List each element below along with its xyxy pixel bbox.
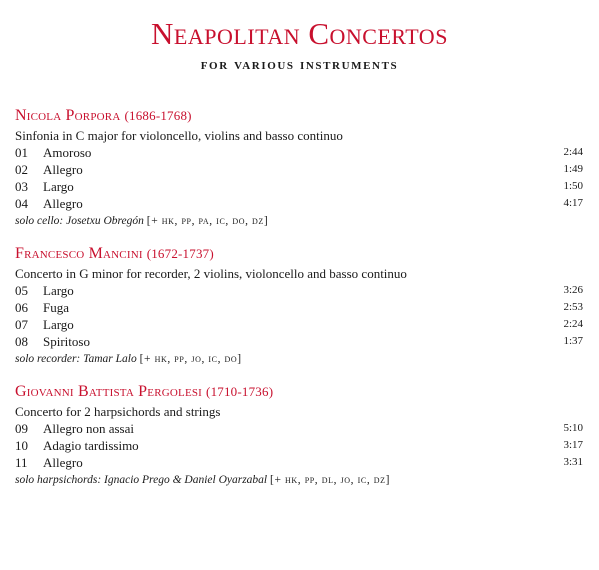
album-subtitle: for various instruments bbox=[200, 57, 399, 73]
track-number: 11 bbox=[15, 455, 28, 470]
track-name: Allegro non assai bbox=[43, 421, 134, 436]
track-row bbox=[15, 437, 583, 454]
track-number: 08 bbox=[15, 334, 28, 349]
soloist-name: solo recorder: Tamar Lalo bbox=[15, 353, 137, 365]
track-row bbox=[15, 282, 583, 299]
track-duration: 3:26 bbox=[563, 284, 583, 296]
track-number: 05 bbox=[15, 283, 28, 298]
work-title: Sinfonia in C major for violoncello, violins and basso continuo bbox=[15, 128, 343, 143]
composer-section-porpora bbox=[15, 106, 583, 230]
soloist-credit bbox=[15, 472, 583, 489]
composer-dates: (1672-1737) bbox=[146, 246, 214, 261]
track-row bbox=[15, 178, 583, 195]
track-row bbox=[15, 333, 583, 350]
track-duration: 3:17 bbox=[563, 439, 583, 451]
track-row bbox=[15, 144, 583, 161]
track-duration: 1:37 bbox=[563, 335, 583, 347]
track-name: Spiritoso bbox=[43, 334, 90, 349]
composer-heading bbox=[15, 382, 583, 402]
track-row bbox=[15, 420, 583, 437]
composer-section-mancini bbox=[15, 244, 583, 368]
soloist-credit bbox=[15, 351, 583, 368]
track-name: Allegro bbox=[43, 196, 83, 211]
track-duration: 2:24 bbox=[563, 318, 583, 330]
track-name: Largo bbox=[43, 317, 74, 332]
track-duration: 1:49 bbox=[563, 163, 583, 175]
composer-dates: (1686-1768) bbox=[124, 108, 192, 123]
soloist-credit bbox=[15, 213, 583, 230]
track-duration: 5:10 bbox=[563, 422, 583, 434]
track-duration: 3:31 bbox=[563, 456, 583, 468]
track-name: Allegro bbox=[43, 162, 83, 177]
track-number: 10 bbox=[15, 438, 28, 453]
track-name: Largo bbox=[43, 283, 74, 298]
soloist-name: solo cello: Josetxu Obregón bbox=[15, 215, 144, 227]
album-title: Neapolitan Concertos bbox=[151, 16, 448, 51]
work-title: Concerto for 2 harpsichords and strings bbox=[15, 404, 221, 419]
track-name: Amoroso bbox=[43, 145, 92, 160]
ensemble-list: [+ hk, pp, jo, ic, do] bbox=[139, 353, 242, 365]
track-name: Fuga bbox=[43, 300, 69, 315]
track-duration: 2:53 bbox=[563, 301, 583, 313]
composer-name: Nicola Porpora bbox=[15, 107, 121, 124]
ensemble-list: [+ hk, pp, dl, jo, ic, dz] bbox=[270, 474, 391, 486]
track-number: 01 bbox=[15, 145, 28, 160]
composer-heading bbox=[15, 244, 583, 264]
work-title: Concerto in G minor for recorder, 2 violins, violoncello and basso continuo bbox=[15, 266, 407, 281]
track-name: Largo bbox=[43, 179, 74, 194]
track-row bbox=[15, 195, 583, 212]
track-name: Allegro bbox=[43, 455, 83, 470]
track-row bbox=[15, 299, 583, 316]
composer-heading bbox=[15, 106, 583, 126]
ensemble-list: [+ hk, pp, pa, ic, do, dz] bbox=[146, 215, 269, 227]
track-number: 09 bbox=[15, 421, 28, 436]
composer-name: Giovanni Battista Pergolesi bbox=[15, 383, 203, 400]
track-number: 02 bbox=[15, 162, 28, 177]
track-row bbox=[15, 316, 583, 333]
track-duration: 2:44 bbox=[563, 146, 583, 158]
track-row bbox=[15, 454, 583, 471]
track-duration: 4:17 bbox=[563, 197, 583, 209]
track-number: 07 bbox=[15, 317, 28, 332]
track-number: 03 bbox=[15, 179, 28, 194]
track-row bbox=[15, 161, 583, 178]
track-name: Adagio tardissimo bbox=[43, 438, 139, 453]
composer-section-pergolesi bbox=[15, 382, 583, 489]
composer-dates: (1710-1736) bbox=[206, 384, 274, 399]
composer-name: Francesco Mancini bbox=[15, 245, 143, 262]
track-number: 04 bbox=[15, 196, 28, 211]
soloist-name: solo harpsichords: Ignacio Prego & Daniel Oyarzabal bbox=[15, 474, 268, 486]
track-duration: 1:50 bbox=[563, 180, 583, 192]
track-number: 06 bbox=[15, 300, 28, 315]
